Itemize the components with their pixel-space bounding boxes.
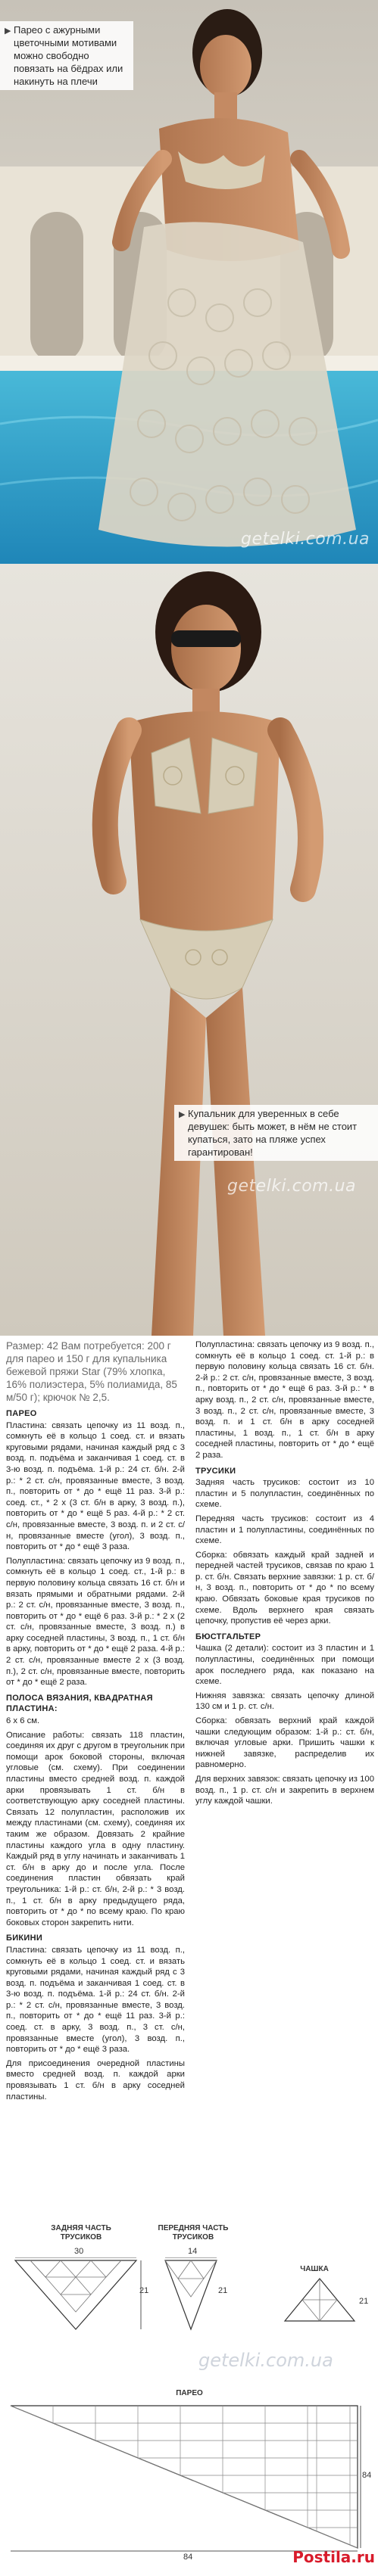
back-panties-diagram [8,2257,144,2333]
instruction-paragraph: Задняя часть трусиков: состоит из 10 пластин и 5 полупластин, соединённых по схеме. [195,1478,374,1510]
instruction-paragraph: 6 х 6 см. [6,1716,40,1726]
caption-marker-icon: ▶ [179,1110,186,1119]
instruction-paragraph: Полупластина: связать цепочку из 9 возд. п., сомкнуть её в кольцо 1 соед. ст. 1-й р.: в первую половину кольца связать 16 ст. б/н. 2-й р.: 2 ст. с/н, провязанные вместе, 3 возд. п., повторить от * до * ещё 6 раз. 3-й р.: * в арку возд. п., 2 ст. с/н, провязанные вместе, 3 возд. п., 2 ст. с/н, провязанные вместе, 3 возд. п. и 1 ст. б/н в арку соседней пластины, 1 возд. п., 1 ст. б/н в арку соседней пластины, повторить от * до * ещё 2 раза. [195,1340,374,1460]
pareo-diagram [8,2403,364,2554]
front-panties-label: ПЕРЕДНЯЯ ЧАСТЬ ТРУСИКОВ [158,2224,229,2242]
caption-marker-icon: ▶ [5,26,11,36]
pareo-height-dim: 84 [362,2471,372,2480]
instruction-paragraph: Передняя часть трусиков: состоит из 4 пластин и 1 полупластины, соединённых по схеме. [195,1514,374,1546]
pareo-photo [0,0,378,564]
instruction-paragraph: Пластина: связать цепочку из 11 возд. п., сомкнуть её в кольцо 1 соед. ст. и вязать круговыми рядами, начиная каждый ряд с 3 возд. п. подъёма и заканчивая 1 соед. ст. в 3-ю возд. п. подъёма. 1-й р.: 24 ст. б/н. 2-й р.: * 2 ст. с/н, провязанные вместе, 3 возд. п., повторить от * до * ещё 11 раз. 3-й р.: соед. ст. в арку, 3 возд. п., 3 ст. с/н, провязанные вместе (угол), 3 возд. п., повторить от * до * ещё 3 раза. [6,1945,185,2055]
instruction-paragraph: Пластина: связать цепочку из 11 возд. п., сомкнуть её в кольцо 1 соед. ст. и вязать круговыми рядами, начиная каждый ряд с 3 возд. п. подъёма и заканчивая 1 соед. ст. в 3-ю возд. п. подъёма. 1-й р.: 24 ст. б/н. 2-й р.: * 2 ст. с/н, провязанные вместе, 3 возд. п., повторить от * до * ещё 11 раз. 3-й р.: соед. ст., * 2 х (3 ст. б/н в арку, 3 возд. п.), повторить от * до * ещё 5 раз. 4-й р.: * 2 ст. с/н, провязанные вместе, 3 возд. п. и 2 ст. с/н, провязанные вместе (угол), 3 возд. п., повторить от * до * ещё 3 раза. [6,1420,185,1552]
instruction-paragraph: Сборка: обвязать каждый край задней и передней частей трусиков, связав по краю 1 р. ст. б/н. Связать верхние завязки: 1 р. ст. б/н, 3 возд. п., повторить от * до * по всему краю. Обвязать боковые края трусиков по схеме. Вдоль верхнего края связать цепочку, пропустив её через арки. [195,1550,374,1626]
back-panties-label: ЗАДНЯЯ ЧАСТЬ ТРУСИКОВ [51,2224,111,2242]
section-title: ПАРЕО [6,1409,37,1418]
watermark-top: getelki.com.ua [241,530,370,549]
front-height-dim: 21 [218,2286,228,2295]
instruction-paragraph: Для присоединения очередной пластины вместо средней возд. п. каждой арки провязывать 1 ст. б/н в арку соседней пластины. [6,2058,185,2102]
bikini-caption: ▶ Купальник для уверенных в себе девушек: быть может, в нём не стоит купаться, зато на пляже успех гарантирован! [174,1105,378,1161]
cup-size-dim: 21 [359,2297,369,2306]
cup-label: ЧАШКА [300,2265,329,2273]
section-title: БЮСТГАЛЬТЕР [195,1632,261,1641]
back-height-dim: 21 [139,2286,149,2295]
section-title: БИКИНИ [6,1934,43,1943]
pareo-width-dim: 84 [183,2553,193,2562]
instruction-paragraph: Нижняя завязка: связать цепочку длиной 130 см и 1 р. ст. с/н. [195,1691,374,1712]
pareo-label: ПАРЕО [176,2389,203,2397]
diagrams [0,2221,378,2569]
instruction-paragraph: Сборка: обвязать верхний край каждой чашки следующим образом: 1-й р.: ст. б/н, включая угловые арки. Пришить чашки к нижней завязке, распределив их равномерно. [195,1716,374,1770]
watermark-diagrams: getelki.com.ua [198,2350,333,2371]
section-title: ТРУСИКИ [195,1466,236,1476]
right-column [195,1339,374,1810]
pareo-caption: ▶ Парео с ажурными цветочными мотивами можно свободно повязать на бёдрах или накинуть на плечи [0,21,133,90]
instruction-paragraph: Описание работы: связать 118 пластин, соединяя их друг с другом в треугольник при помощи арок боковой стороны, включая угловые (см. схему). При соединении пластины вместо средней возд. п. каждой арки провязывать 1 ст. б/н в соответствующую арку соседней пластины. Связать 12 полупластин, расположив их между пластинами (см. схему), соединяя их таким же образом. Довязать 2 крайние пластины каждого угла в одну пластину. Каждый ряд в углу начинать и заканчивать 1 ст. б/н в арку до и после угла. После соединения пластин обвязать край треугольника: 1-й р.: ст. б/н, 2-й р.: * 3 возд. п., 1 ст. б/н в арку предыдущего ряда, повторить от * до * по всему краю. По краю боковых сторон закрепить нити. [6,1730,185,1927]
cup-diagram [282,2276,358,2344]
front-panties-diagram [161,2257,221,2333]
instruction-paragraph: Полупластина: связать цепочку из 9 возд. п., сомкнуть её в кольцо 1 соед. ст., 1-й р.: в первую половину кольца связать 16 ст. б/н и вязать прямыми и обратными рядами. 2-й р.: 2 ст. с/н, провязанные вместе, 3 возд. п., повторить от * до * ещё 6 раз. 3-й р.: * 2 х (2 ст. с/н, провязанные вместе, 3 возд. п.) в арку соседней пластины, 3 возд. п., 1 ст. б/н в арку, повторить от * до * ещё 2 раза. 4-й р.: 2 ст. с/н, провязанные вместе 2 х (3 возд. п.), 2 ст. с/н, провязанные вместе, повторить от * до * ещё 2 раза. [6,1556,185,1688]
back-width-dim: 30 [74,2247,84,2256]
postila-logo: Postila.ru [292,2548,375,2566]
materials-intro: Размер: 42 Вам потребуется: 200 г для парео и 150 г для купальника бежевой пряжи Star (79% хлопка, 16% полиэстера, 5% полиамида, 85 м/50 г); крючок № 2,5. [6,1340,177,1403]
section-title: ПОЛОСА ВЯЗАНИЯ, КВАДРАТНАЯ ПЛАСТИНА: [6,1693,153,1714]
instruction-paragraph: Чашка (2 детали): состоит из 3 пластин и 1 полупластины, соединённых при помощи арок последнего ряда, как показано на схеме. [195,1644,374,1687]
instructions [0,1339,378,2217]
front-width-dim: 14 [188,2247,198,2256]
left-column [6,1339,185,2105]
bikini-photo [0,564,378,1336]
watermark-middle: getelki.com.ua [227,1177,357,1196]
instruction-paragraph: Для верхних завязок: связать цепочку из 100 возд. п., 1 р. ст. с/н и закрепить в верхнем углу каждой чашки. [195,1774,374,1806]
